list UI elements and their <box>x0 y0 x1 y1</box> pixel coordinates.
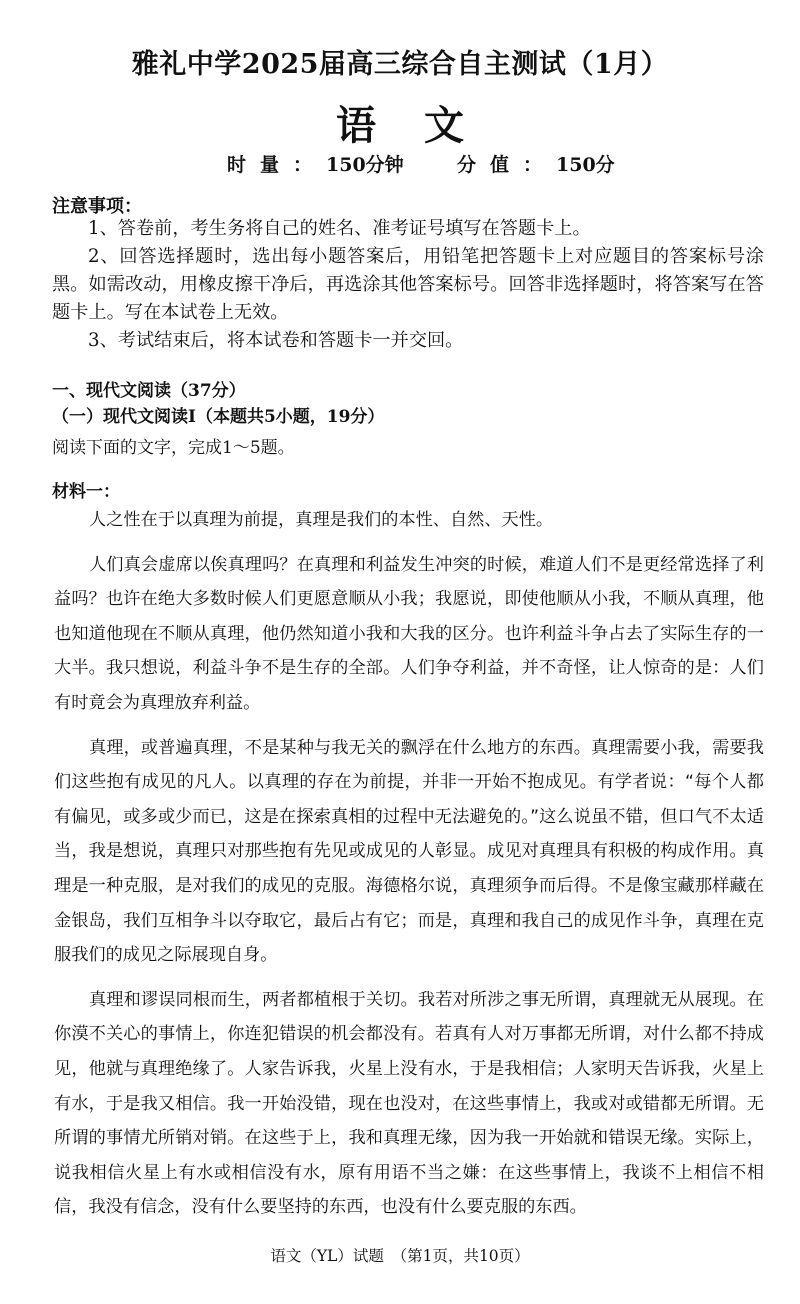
section-heading: 一、现代文阅读（37分） <box>52 381 246 401</box>
notice-item: 1、答卷前，考生务将自己的姓名、准考证号填写在答题卡上。 <box>88 218 591 239</box>
subject-title: 语文 <box>336 102 512 149</box>
material-paragraph: 人之性在于以真理为前提，真理是我们的本性、自然、天性。 <box>89 510 554 530</box>
reading-material <box>54 503 764 1235</box>
subsection-heading: （一）现代文阅读Ⅰ（本题共5小题，19分） <box>52 407 385 427</box>
score-label: 分值： <box>457 154 557 176</box>
notice-heading: 注意事项： <box>52 196 142 217</box>
material-paragraph: 真理，或普遍真理，不是某种与我无关的飘浮在什么地方的东西。真理需要小我，需要我们这些抱有成见的凡人。以真理的存在为前提，并非一开始不抱成见。有学者说：“每个人都有偏见，或多或少而已，这是在探索真相的过程中无法避免的。”这么说虽不错，但口气不太适当，我是想说，真理只对那些抱有先见或成见的人彰显。成见对真理具有积极的构成作用。真理是一种克服，是对我们的成见的克服。海德格尔说，真理须争而后得。不是像宝藏那样藏在金银岛，我们互相争斗以夺取它，最后占有它；而是，真理和我自己的成见作斗争，真理在克服我们的成见之际展现自身。 <box>54 737 764 966</box>
reading-instruction: 阅读下面的文字，完成1～5题。 <box>52 438 295 458</box>
notice-item: 2、回答选择题时，选出每小题答案后，用铅笔把答题卡上对应题目的答案标号涂黑。如需改动，用橡皮擦干净后，再选涂其他答案标号。回答非选择题时，将答案写在答题卡上。写在本试卷上无效。 <box>52 246 764 323</box>
exam-title: 雅礼中学2025届高三综合自主测试（1月） <box>131 49 669 80</box>
score-value: 150分 <box>556 154 615 176</box>
time-label: 时量： <box>227 154 327 176</box>
notice-item: 3、考试结束后，将本试卷和答题卡一并交回。 <box>88 330 464 351</box>
time-info <box>227 150 404 177</box>
time-value: 150分钟 <box>326 154 404 176</box>
material-paragraph: 人们真会虚席以俟真理吗？在真理和利益发生冲突的时候，难道人们不是更经常选择了利益吗？也许在绝大多数时候人们更愿意顺从小我；我愿说，即使他顺从小我，不顺从真理，他也知道他现在不顺从真理，他仍然知道小我和大我的区分。也许利益斗争占去了实际生存的一大半。我只想说，利益斗争不是生存的全部。人们争夺利益，并不奇怪，让人惊奇的是：人们有时竟会为真理放弃利益。 <box>54 554 764 713</box>
page-footer: 语文（YL）试题 （第1页，共10页） <box>270 1247 530 1265</box>
material-label: 材料一： <box>52 482 120 502</box>
notice-list <box>52 215 764 355</box>
material-paragraph: 真理和谬误同根而生，两者都植根于关切。我若对所涉之事无所谓，真理就无从展现。在你漠不关心的事情上，你连犯错误的机会都没有。若真有人对万事都无所谓，对什么都不持成见，他就与真理绝缘了。人家告诉我，火星上没有水，于是我相信；人家明天告诉我，火星上有水，于是我又相信。我一开始没错，现在也没对，在这些事情上，我或对或错都无所谓。无所谓的事情尤所销对销。在这些于上，我和真理无缘，因为我一开始就和错误无缘。实际上，说我相信火星上有水或相信没有水，原有用语不当之嫌：在这些事情上，我谈不上相信不相信，我没有信念，没有什么要坚持的东西，也没有什么要克服的东西。 <box>54 989 764 1218</box>
score-info <box>457 150 615 177</box>
